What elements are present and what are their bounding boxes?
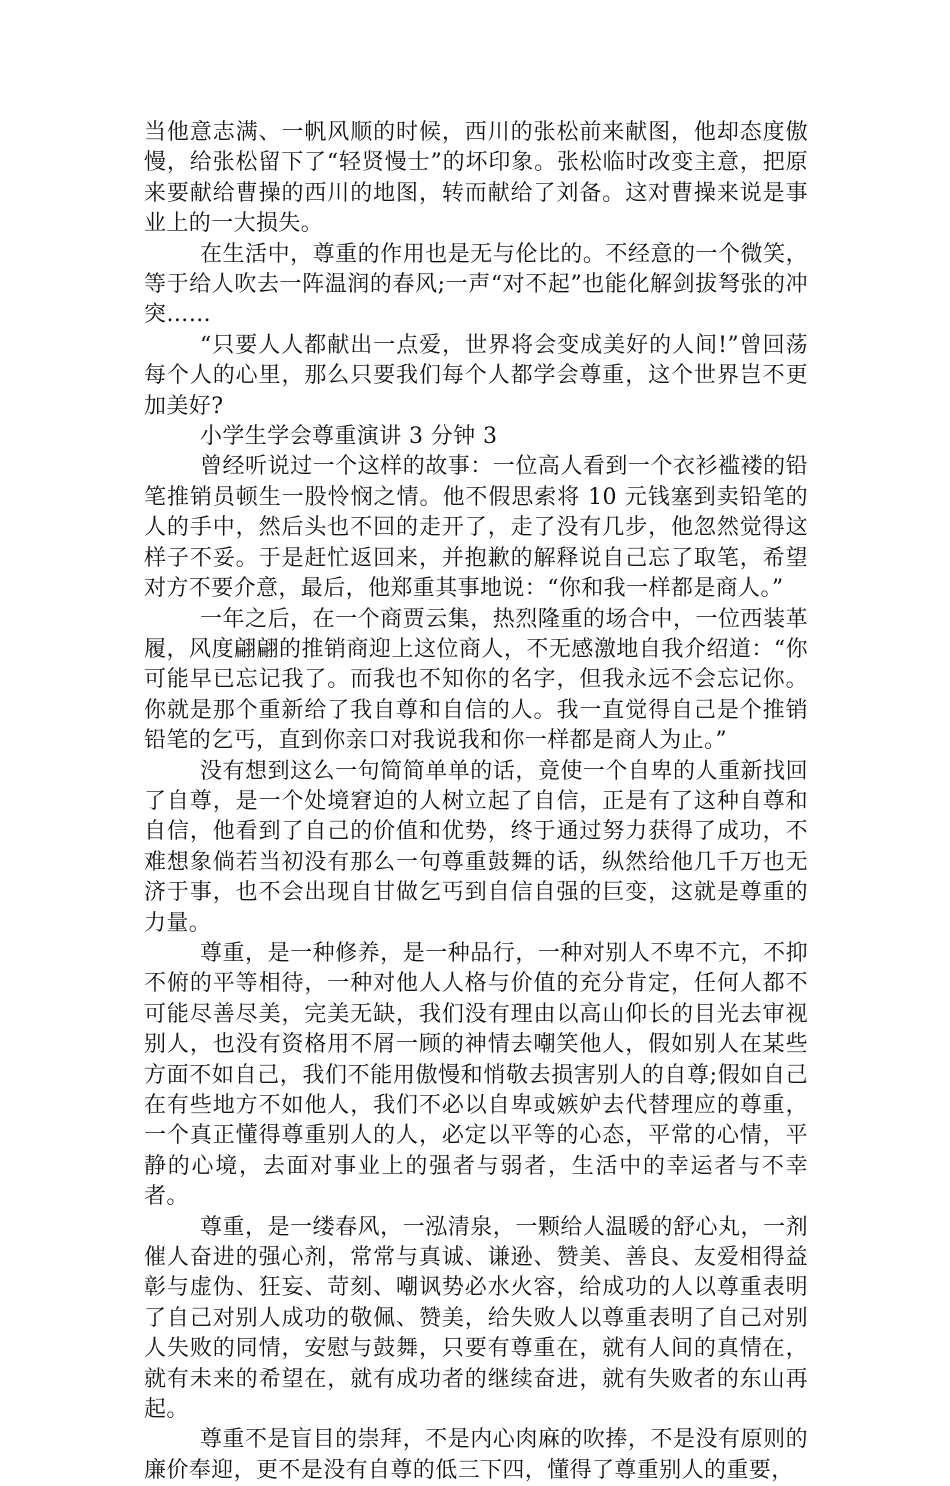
paragraph-3: “只要人人都献出一点爱，世界将会变成美好的人间!”曾回荡每个人的心里，那么只要我们每个人都学会尊重，这个世界岂不更加美好? [144, 332, 808, 419]
paragraph-9: 尊重，是一缕春风，一泓清泉，一颗给人温暖的舒心丸，一剂催人奋进的强心剂，常常与真诚、谦逊、赞美、善良、友爱相得益彰与虚伪、狂妄、苛刻、嘲讽势必水火容，给成功的人以尊重表明了自己对别人成功的敬佩、赞美，给失败人以尊重表明了自己对别人失败的同情，安慰与鼓舞，只要有尊重在，就有人间的真情在，就有未来的希望在，就有成功者的继续奋进，就有失败者的东山再起。 [144, 1214, 808, 1423]
paragraph-7: 没有想到这么一句简简单单的话，竟使一个自卑的人重新找回了自尊，是一个处境窘迫的人树立起了自信，正是有了这种自尊和自信，他看到了自己的价值和优势，终于通过努力获得了成功，不难想象倘若当初没有那么一句尊重鼓舞的话，纵然给他几千万也无济于事，也不会出现自甘做乞丐到自信自强的巨变，这就是尊重的力量。 [144, 758, 808, 936]
paragraph-5: 曾经听说过一个这样的故事：一位高人看到一个衣衫褴褛的铅笔推销员顿生一股怜悯之情。他不假思索将 10 元钱塞到卖铅笔的人的手中，然后头也不回的走开了，走了没有几步，他忽然觉得这样子不妥。于是赶忙返回来，并抱歉的解释说自己忘了取笔，希望对方不要介意，最后，他郑重其事地说：“你和我一样都是商人。” [144, 454, 808, 602]
document-body [144, 118, 808, 1486]
section-heading: 小学生学会尊重演讲 3 分钟 3 [200, 424, 498, 450]
paragraph-6: 一年之后，在一个商贾云集，热烈隆重的场合中，一位西装革履，风度翩翩的推销商迎上这位商人，不无感激地自我介绍道：“你可能早已忘记我了。而我也不知你的名字，但我永远不会忘记你。你就是那个重新给了我自尊和自信的人。我一直觉得自己是个推销铅笔的乞丐，直到你亲口对我说我和你一样都是商人为止。” [144, 606, 808, 754]
paragraph-2: 在生活中，尊重的作用也是无与伦比的。不经意的一个微笑，等于给人吹去一阵温润的春风;一声“对不起”也能化解剑拔弩张的冲突…… [144, 241, 808, 328]
paragraph-1: 当他意志满、一帆风顺的时候，西川的张松前来献图，他却态度傲慢，给张松留下了“轻贤慢士”的坏印象。张松临时改变主意，把原来要献给曹操的西川的地图，转而献给了刘备。这对曹操来说是事业上的一大损失。 [144, 120, 808, 237]
paragraph-8: 尊重，是一种修养，是一种品行，一种对别人不卑不亢，不抑不俯的平等相待，一种对他人人格与价值的充分肯定，任何人都不可能尽善尽美，完美无缺，我们没有理由以高山仰长的目光去审视别人，也没有资格用不屑一顾的神情去嘲笑他人，假如别人在某些方面不如自己，我们不能用傲慢和悄敬去损害别人的自尊;假如自己在有些地方不如他人，我们不必以自卑或嫉妒去代替理应的尊重，一个真正懂得尊重别人的人，必定以平等的心态，平常的心情，平静的心境，去面对事业上的强者与弱者，生活中的幸运者与不幸者。 [144, 940, 808, 1210]
paragraph-10: 尊重不是盲目的崇拜，不是内心肉麻的吹捧，不是没有原则的廉价奉迎，更不是没有自尊的低三下四，懂得了尊重别人的重要， [144, 1427, 808, 1483]
